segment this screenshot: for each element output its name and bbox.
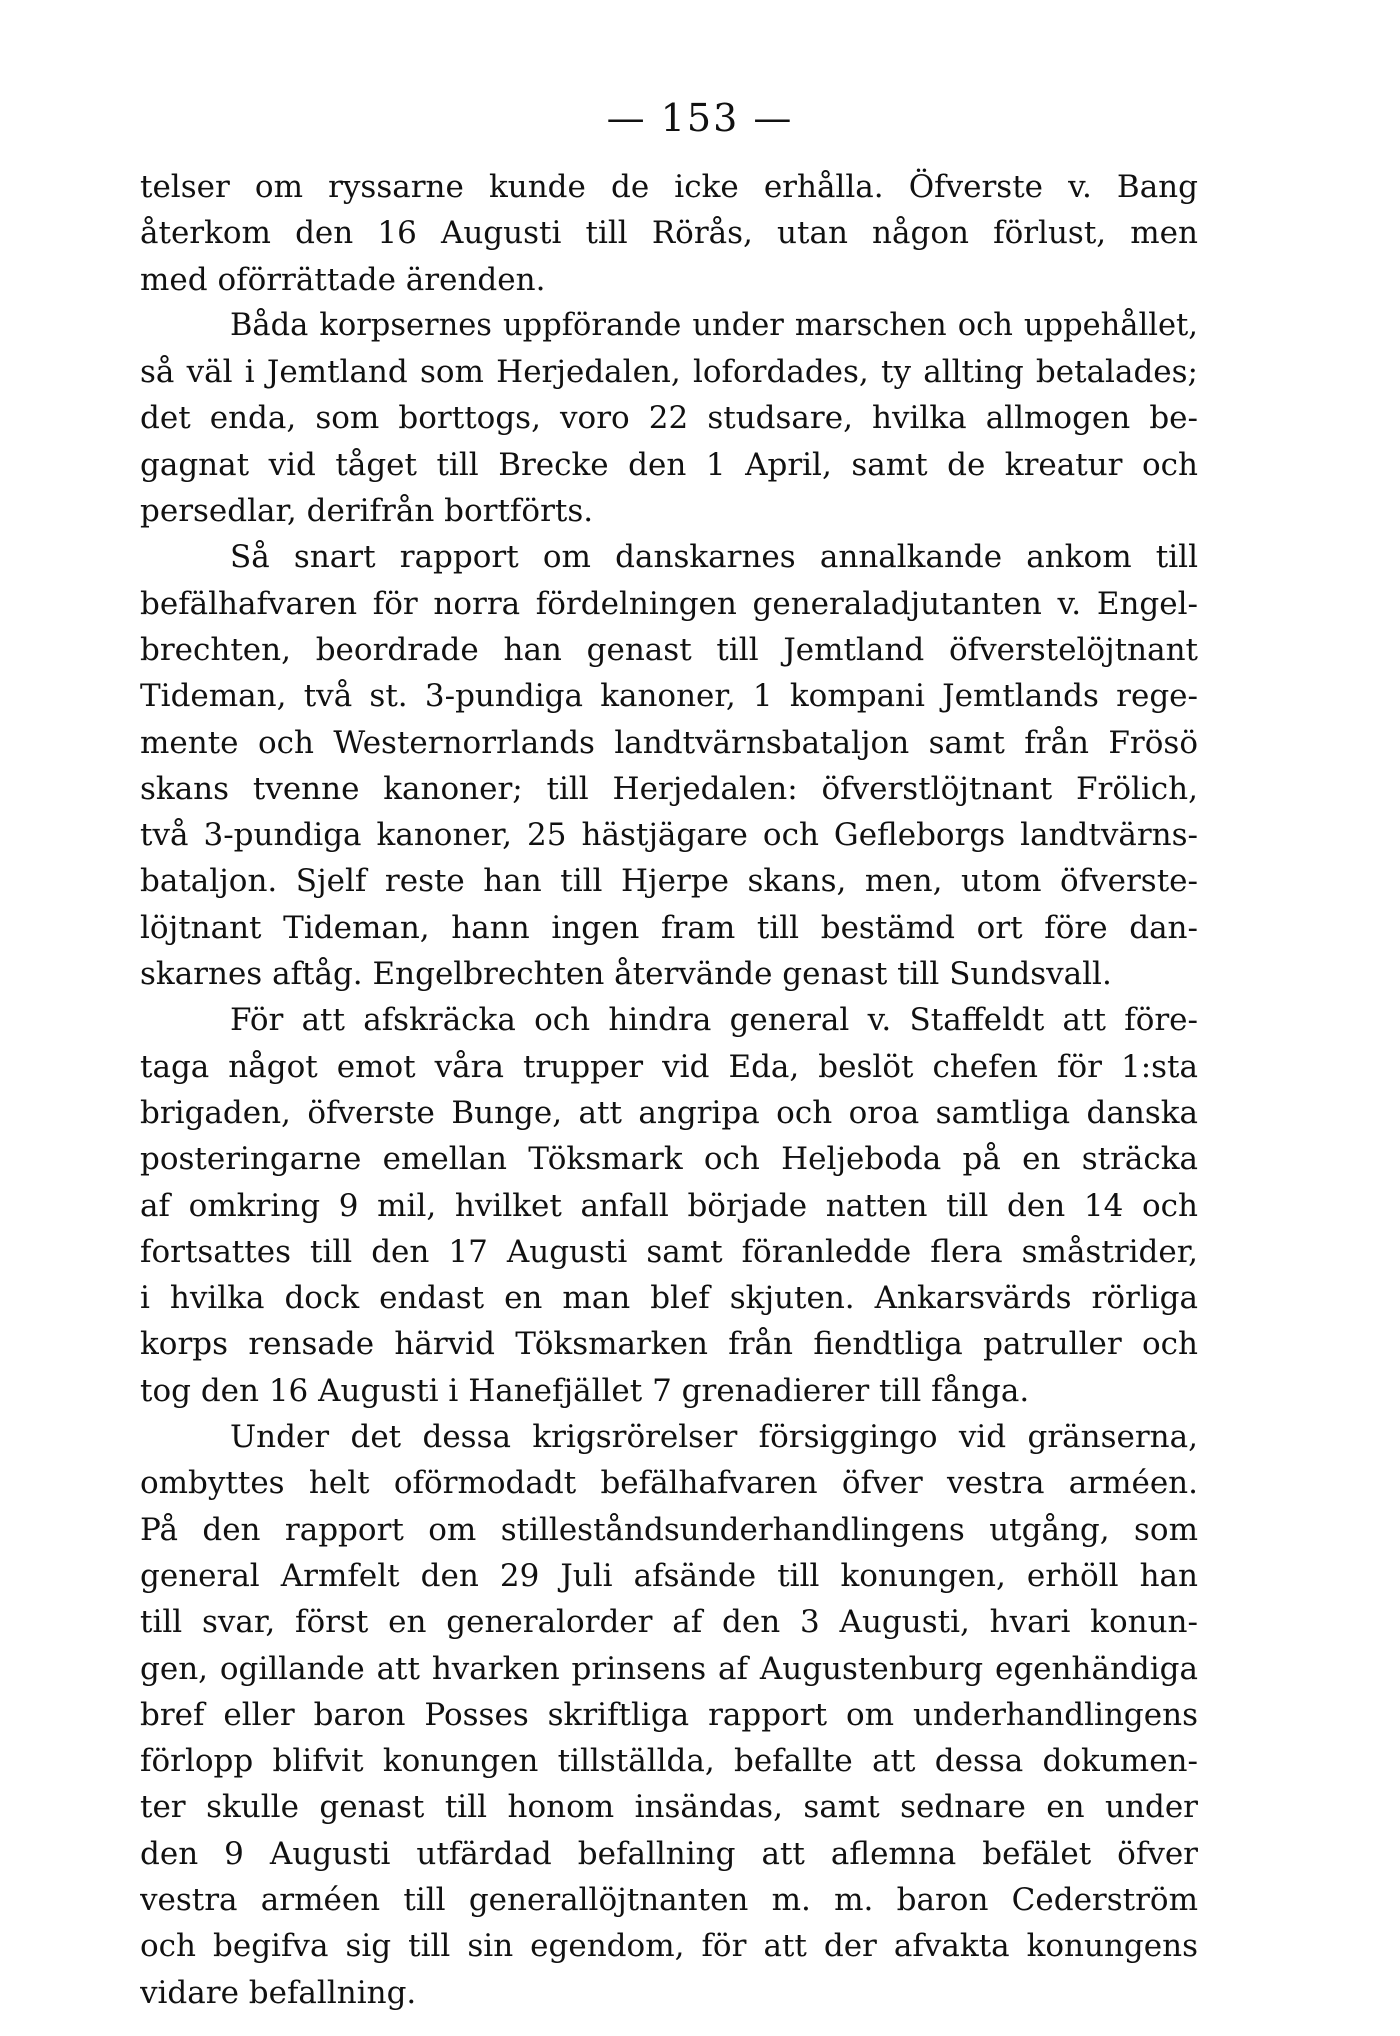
text-line: bref eller baron Posses skriftliga rapport om underhandlingens: [140, 1696, 1198, 1733]
text-line: vestra arméen till generallöjtnanten m. m. baron Cederström: [140, 1881, 1198, 1918]
text-line: persedlar, derifrån bortförts.: [140, 493, 594, 530]
text-line: återkom den 16 Augusti till Rörås, utan någon förlust, men: [140, 215, 1198, 252]
page-number: — 153 —: [606, 96, 794, 140]
text-line: bataljon. Sjelf reste han till Hjerpe skans, men, utom öfverste-: [140, 863, 1198, 900]
body-text: [140, 164, 1198, 2016]
text-line: tog den 16 Augusti i Hanefjället 7 grenadierer till fånga.: [140, 1372, 1030, 1409]
text-line: gen, ogillande att hvarken prinsens af Augustenburg egenhändiga: [140, 1650, 1198, 1687]
text-line: med oförrättade ärenden.: [140, 261, 546, 298]
text-line: Så snart rapport om danskarnes annalkande ankom till: [230, 539, 1198, 576]
text-line: i hvilka dock endast en man blef skjuten. Ankarsvärds rörliga: [140, 1280, 1198, 1317]
text-line: ter skulle genast till honom insändas, samt sednare en under: [140, 1789, 1198, 1826]
text-line: fortsattes till den 17 Augusti samt föranledde flera småstrider,: [140, 1233, 1198, 1270]
text-line: till svar, först en generalorder af den 3 Augusti, hvari konun-: [140, 1604, 1198, 1641]
text-line: brechten, beordrade han genast till Jemtland öfverstelöjtnant: [140, 631, 1198, 668]
text-line: förlopp blifvit konungen tillställda, befallte att dessa dokumen-: [140, 1743, 1198, 1780]
text-line: löjtnant Tideman, hann ingen fram till bestämd ort före dan-: [140, 909, 1198, 946]
text-line: brigaden, öfverste Bunge, att angripa och oroa samtliga danska: [140, 1094, 1198, 1131]
text-line: Tideman, två st. 3-pundiga kanoner, 1 kompani Jemtlands rege-: [140, 678, 1198, 715]
text-line: vidare befallning.: [140, 1974, 417, 2011]
text-line: gagnat vid tåget till Brecke den 1 April, samt de kreatur och: [140, 446, 1198, 483]
text-line: den 9 Augusti utfärdad befallning att aflemna befälet öfver: [140, 1835, 1198, 1872]
text-line: det enda, som borttogs, voro 22 studsare, hvilka allmogen be-: [140, 400, 1198, 437]
text-line: två 3-pundiga kanoner, 25 hästjägare och Gefleborgs landtvärns-: [140, 817, 1198, 854]
text-line: För att afskräcka och hindra general v. Staffeldt att före-: [230, 1002, 1198, 1039]
text-line: telser om ryssarne kunde de icke erhålla. Öfverste v. Bang: [140, 169, 1198, 205]
text-line: skarnes aftåg. Engelbrechten återvände genast till Sundsvall.: [140, 956, 1112, 993]
text-line: På den rapport om stilleståndsunderhandlingens utgång, som: [140, 1511, 1198, 1548]
text-line: Båda korpsernes uppförande under marschen och uppehållet,: [230, 307, 1198, 343]
text-line: general Armfelt den 29 Juli afsände till konungen, erhöll han: [140, 1557, 1198, 1594]
text-line: så väl i Jemtland som Herjedalen, lofordades, ty allting betalades;: [140, 354, 1198, 391]
text-line: skans tvenne kanoner; till Herjedalen: öfverstlöjtnant Frölich,: [140, 770, 1198, 807]
text-line: af omkring 9 mil, hvilket anfall började natten till den 14 och: [140, 1187, 1198, 1224]
text-line: och begifva sig till sin egendom, för att der afvakta konungens: [140, 1928, 1198, 1965]
text-line: taga något emot våra trupper vid Eda, beslöt chefen för 1:sta: [140, 1048, 1198, 1085]
text-line: korps rensade härvid Töksmarken från fiendtliga patruller och: [140, 1326, 1198, 1363]
text-line: mente och Westernorrlands landtvärnsbataljon samt från Frösö: [140, 724, 1198, 761]
text-line: befälhafvaren för norra fördelningen generaladjutanten v. Engel-: [140, 585, 1198, 622]
text-line: posteringarne emellan Töksmark och Heljeboda på en sträcka: [140, 1141, 1198, 1178]
text-line: Under det dessa krigsrörelser försiggingo vid gränserna,: [230, 1419, 1198, 1456]
text-line: ombyttes helt oförmodadt befälhafvaren öfver vestra arméen.: [140, 1465, 1198, 1502]
